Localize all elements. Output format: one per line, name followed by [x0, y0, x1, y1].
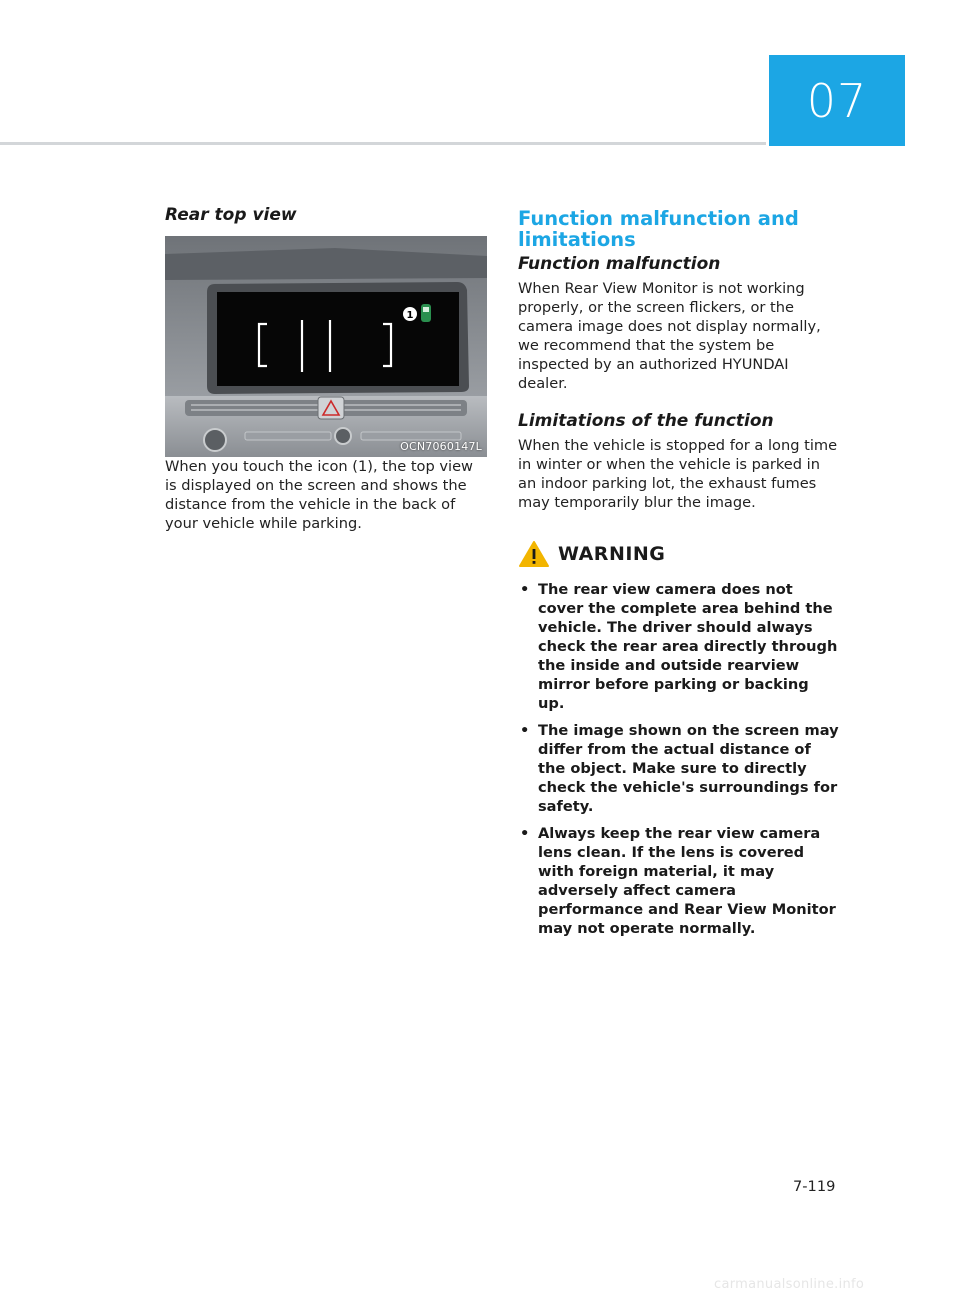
warning-header: [518, 540, 840, 568]
warning-item-text: The image shown on the screen may differ from the actual distance of the object. Make sure to directly check the vehicle's surroundings for safety.: [538, 722, 839, 815]
watermark: carmanualsonline.info: [714, 1277, 865, 1292]
figure-code: OCN7060147L: [400, 440, 482, 453]
section-title: Function malfunction and limitations: [518, 207, 799, 251]
left-column: [165, 205, 487, 533]
rear-top-view-heading: Rear top view: [165, 205, 297, 225]
bullet: •: [520, 825, 530, 842]
limitations-text: When the vehicle is stopped for a long time in winter or when the vehicle is parked in an indoor parking lot, the exhaust fumes may temporarily blur the image.: [518, 437, 838, 511]
list-item: [518, 824, 840, 938]
chapter-tab: 07: [769, 55, 905, 146]
page-number: 7-119: [793, 1178, 836, 1195]
right-column: [518, 205, 840, 946]
function-malfunction-text: When Rear View Monitor is not working properly, or the screen flickers, or the camera image does not display normally, we recommend that the system be inspected by an authorized HYUNDAI dealer.: [518, 280, 821, 392]
list-item: [518, 580, 840, 713]
list-item: [518, 721, 840, 816]
warning-item-text: Always keep the rear view camera lens clean. If the lens is covered with foreign material, it may adversely affect camera performance and Rear View Monitor may not operate normally.: [538, 825, 836, 937]
function-malfunction-heading: Function malfunction: [518, 254, 721, 274]
header-rule: [0, 142, 766, 145]
dashboard-illustration: [165, 236, 487, 457]
warning-item-text: The rear view camera does not cover the complete area behind the vehicle. The driver should always check the rear area directly through the inside and outside rearview mirror before parking or backing up.: [538, 581, 838, 712]
limitations-heading: Limitations of the function: [518, 411, 774, 431]
warning-triangle-icon: [518, 540, 550, 568]
warning-list: [518, 580, 840, 938]
figure-callout-number: 1: [406, 310, 414, 321]
warning-title: WARNING: [558, 543, 666, 565]
rear-top-view-figure: [165, 236, 487, 457]
rear-top-view-description: When you touch the icon (1), the top view is displayed on the screen and shows the distance from the vehicle in the back of your vehicle while parking.: [165, 458, 473, 532]
bullet: •: [520, 581, 530, 598]
bullet: •: [520, 722, 530, 739]
